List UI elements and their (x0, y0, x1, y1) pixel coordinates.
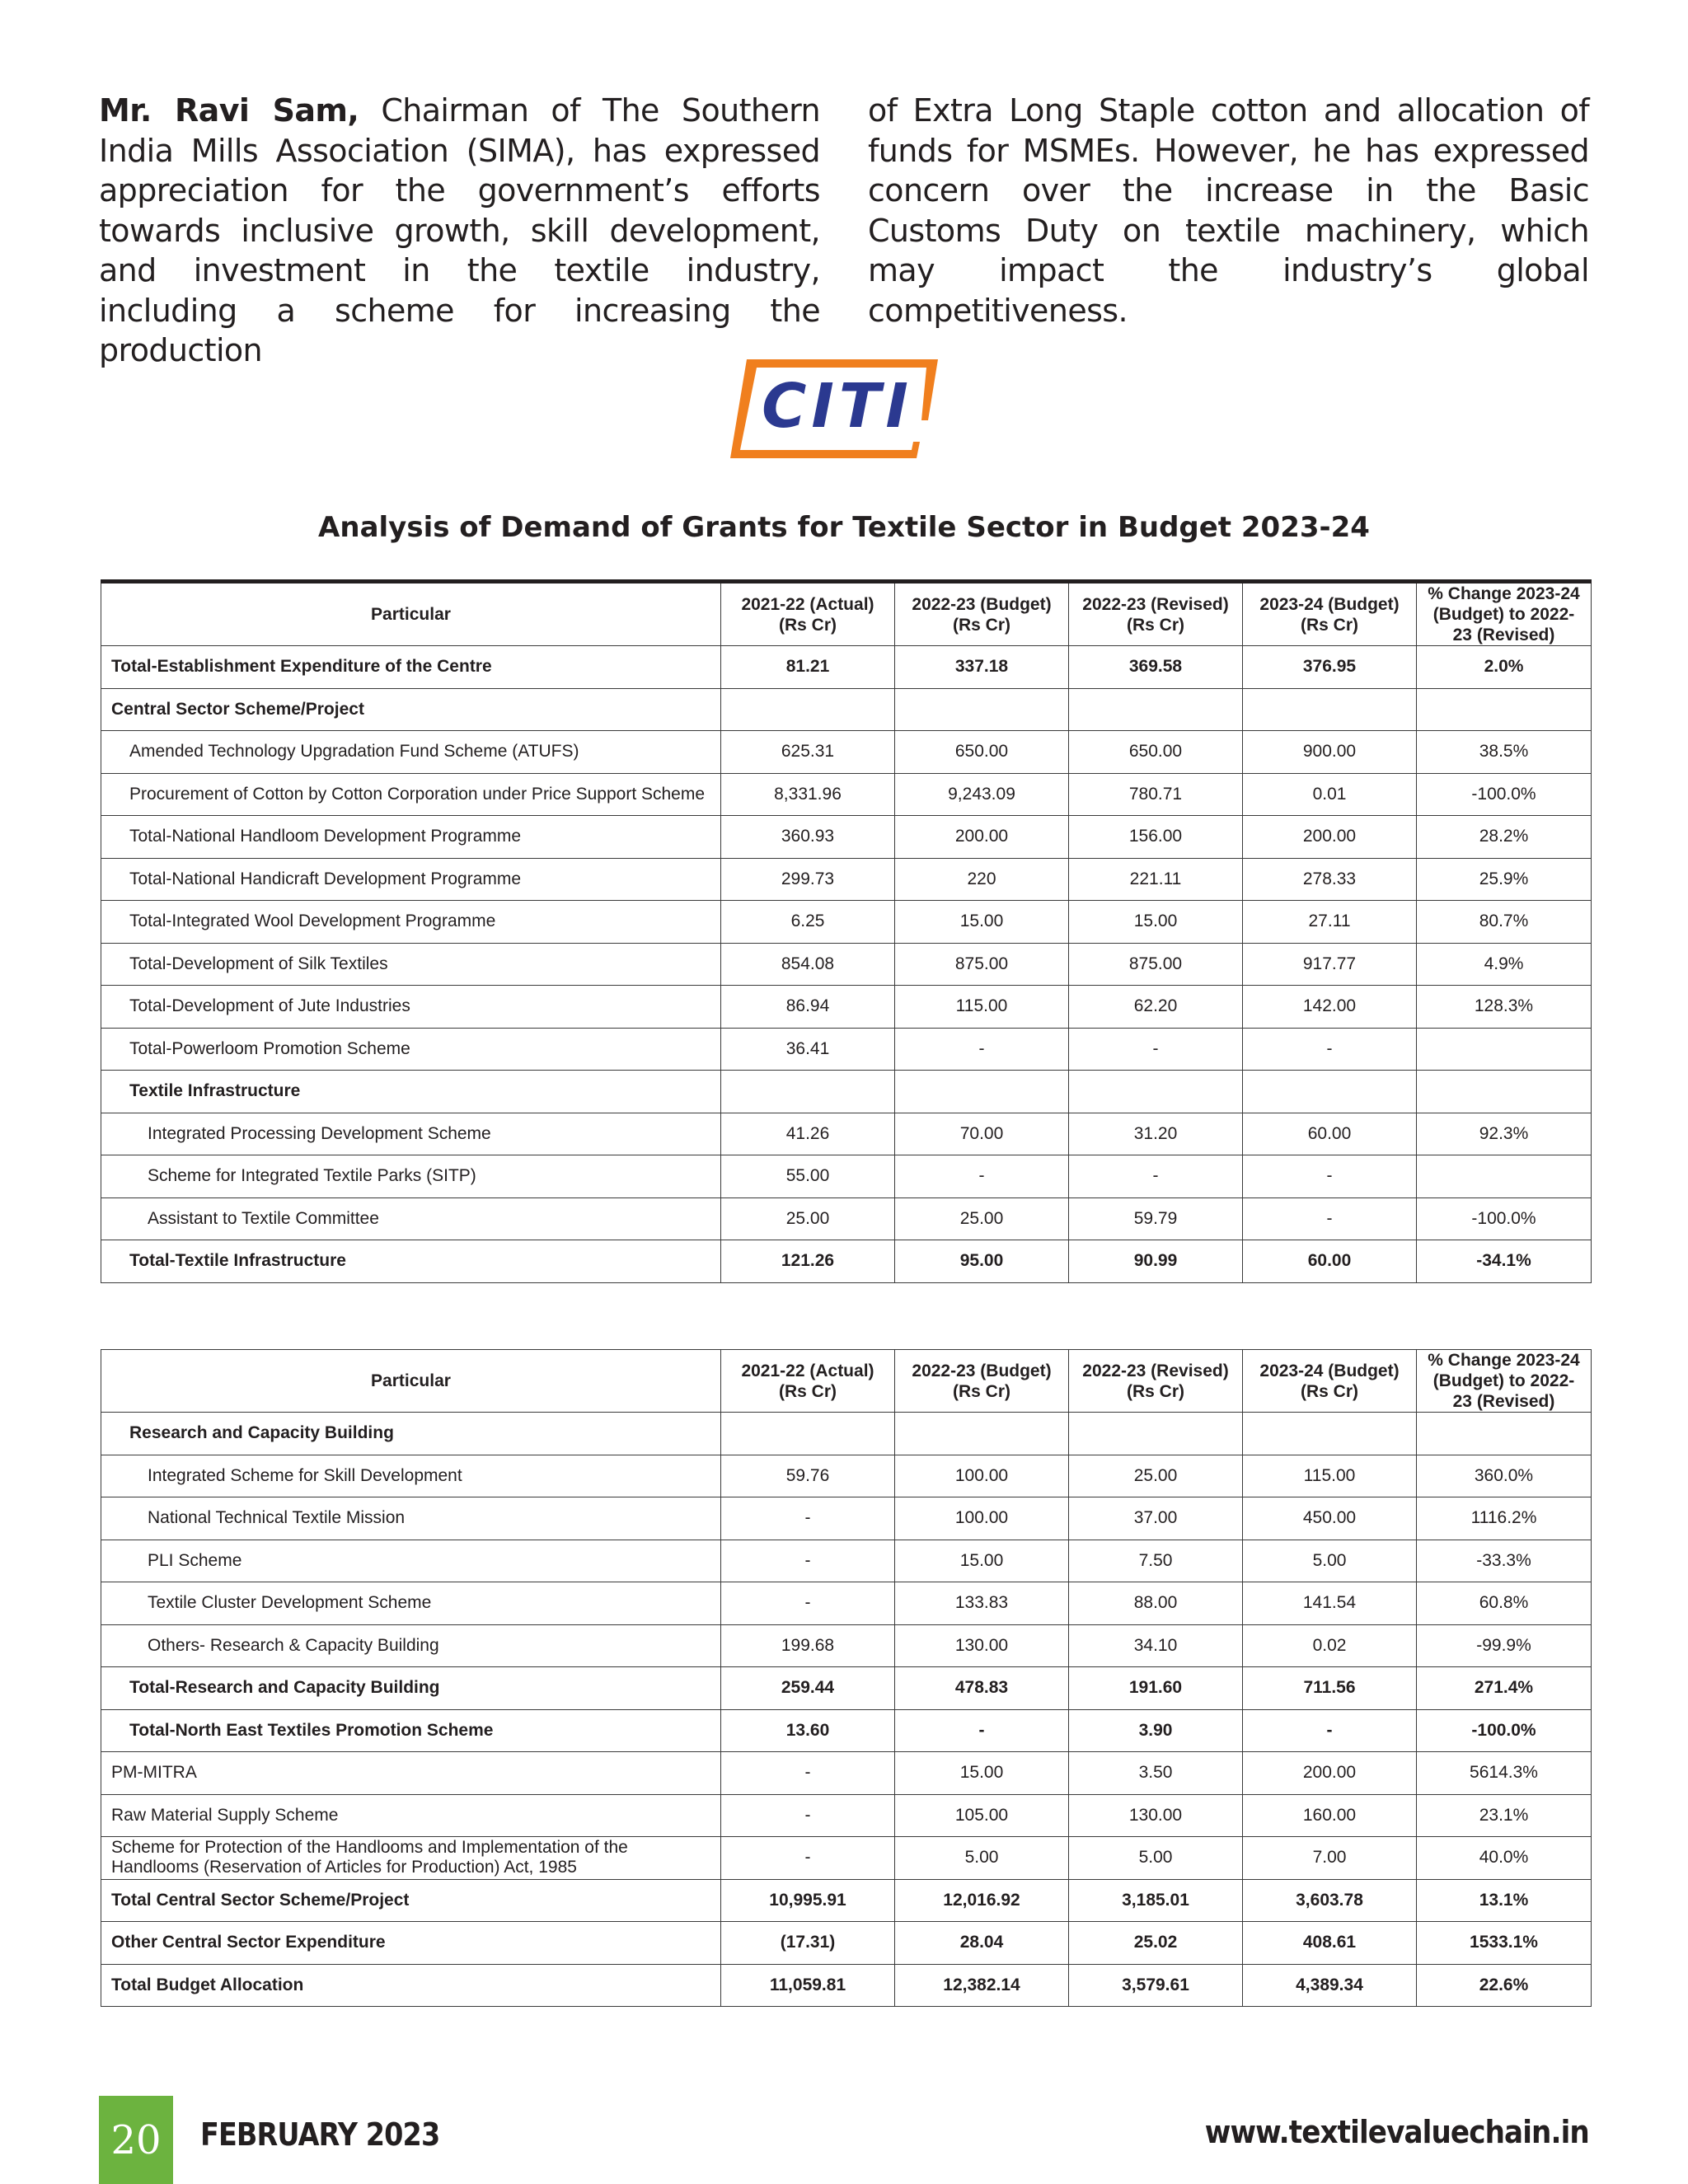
table-row (101, 1413, 1592, 1455)
row-label: Total-Integrated Wool Development Programme (101, 901, 721, 944)
cell-2021-22: 86.94 (721, 986, 895, 1029)
header-2022-23-budget: 2022-23 (Budget) (Rs Cr) (895, 1350, 1069, 1413)
cell-2021-22: - (721, 1794, 895, 1837)
header-percent-change: % Change 2023-24 (Budget) to 2022-23 (Revised) (1417, 582, 1592, 646)
row-label: Total-Powerloom Promotion Scheme (101, 1028, 721, 1071)
cell-percent-change (1417, 1413, 1592, 1455)
table-row (101, 1540, 1592, 1582)
table-row (101, 1155, 1592, 1198)
header-2021-22-actual: 2021-22 (Actual) (Rs Cr) (721, 582, 895, 646)
grants-table-1 (101, 579, 1592, 1283)
cell-2022-23-revised: 5.00 (1069, 1837, 1243, 1880)
cell-2023-24-budget: 115.00 (1243, 1455, 1417, 1497)
cell-2021-22 (721, 1071, 895, 1113)
row-label: National Technical Textile Mission (101, 1497, 721, 1540)
cell-2021-22: 625.31 (721, 731, 895, 774)
citi-logo-text: CITI (762, 371, 913, 442)
cell-2022-23-budget: 105.00 (895, 1794, 1069, 1837)
cell-percent-change: 360.0% (1417, 1455, 1592, 1497)
table-row (101, 731, 1592, 774)
cell-2023-24-budget: 142.00 (1243, 986, 1417, 1029)
cell-2022-23-revised: 221.11 (1069, 858, 1243, 901)
header-2023-24-budget: 2023-24 (Budget) (Rs Cr) (1243, 582, 1417, 646)
table-row (101, 1113, 1592, 1155)
row-label: PM-MITRA (101, 1752, 721, 1795)
cell-percent-change: 38.5% (1417, 731, 1592, 774)
cell-2022-23-budget: 12,016.92 (895, 1879, 1069, 1922)
table-row (101, 1497, 1592, 1540)
table-row (101, 1837, 1592, 1880)
table-row (101, 1582, 1592, 1625)
cell-2023-24-budget: 278.33 (1243, 858, 1417, 901)
cell-percent-change: 28.2% (1417, 816, 1592, 859)
issue-date: FEBRUARY 2023 (200, 2116, 440, 2153)
cell-2023-24-budget (1243, 1071, 1417, 1113)
cell-2021-22: 59.76 (721, 1455, 895, 1497)
row-label: Integrated Scheme for Skill Development (101, 1455, 721, 1497)
cell-2023-24-budget: 160.00 (1243, 1794, 1417, 1837)
cell-percent-change: 5614.3% (1417, 1752, 1592, 1795)
cell-2023-24-budget (1243, 1413, 1417, 1455)
page-number: 20 (99, 2096, 173, 2184)
table-row (101, 1964, 1592, 2007)
cell-percent-change: 1116.2% (1417, 1497, 1592, 1540)
cell-percent-change: -34.1% (1417, 1240, 1592, 1283)
cell-2021-22 (721, 1413, 895, 1455)
cell-2021-22: 36.41 (721, 1028, 895, 1071)
cell-percent-change (1417, 1028, 1592, 1071)
header-2021-22-actual: 2021-22 (Actual) (Rs Cr) (721, 1350, 895, 1413)
table-row (101, 1879, 1592, 1922)
row-label: Total-Textile Infrastructure (101, 1240, 721, 1283)
table-title: Analysis of Demand of Grants for Textile Sector in Budget 2023-24 (318, 511, 1370, 544)
cell-2023-24-budget: 141.54 (1243, 1582, 1417, 1625)
row-label: Central Sector Scheme/Project (101, 688, 721, 731)
cell-2023-24-budget: 711.56 (1243, 1667, 1417, 1710)
table-row (101, 986, 1592, 1029)
table-row (101, 1667, 1592, 1710)
table-row (101, 773, 1592, 816)
cell-2022-23-revised: 3,185.01 (1069, 1879, 1243, 1922)
cell-2023-24-budget: 60.00 (1243, 1113, 1417, 1155)
table-row (101, 901, 1592, 944)
row-label: Total-Establishment Expenditure of the Centre (101, 646, 721, 689)
cell-2022-23-revised: 3.50 (1069, 1752, 1243, 1795)
cell-2022-23-revised: 25.02 (1069, 1922, 1243, 1965)
cell-percent-change: 60.8% (1417, 1582, 1592, 1625)
row-label: Total-Development of Jute Industries (101, 986, 721, 1029)
cell-2022-23-revised: - (1069, 1028, 1243, 1071)
header-particular: Particular (101, 1350, 721, 1413)
cell-2022-23-revised: 31.20 (1069, 1113, 1243, 1155)
grants-table-2 (101, 1349, 1592, 2007)
cell-percent-change: -100.0% (1417, 1709, 1592, 1752)
cell-2022-23-budget: 200.00 (895, 816, 1069, 859)
row-label: Amended Technology Upgradation Fund Scheme (ATUFS) (101, 731, 721, 774)
cell-2022-23-revised: - (1069, 1155, 1243, 1198)
cell-2022-23-revised: 37.00 (1069, 1497, 1243, 1540)
cell-2021-22: 13.60 (721, 1709, 895, 1752)
cell-2021-22: 6.25 (721, 901, 895, 944)
cell-2023-24-budget: 3,603.78 (1243, 1879, 1417, 1922)
cell-2022-23-budget: 95.00 (895, 1240, 1069, 1283)
cell-2021-22: 25.00 (721, 1197, 895, 1240)
cell-2023-24-budget (1243, 688, 1417, 731)
row-label: Integrated Processing Development Scheme (101, 1113, 721, 1155)
cell-2021-22: 299.73 (721, 858, 895, 901)
cell-2023-24-budget: 200.00 (1243, 1752, 1417, 1795)
cell-percent-change: 22.6% (1417, 1964, 1592, 2007)
row-label: Total-North East Textiles Promotion Scheme (101, 1709, 721, 1752)
cell-2022-23-budget (895, 1413, 1069, 1455)
cell-2022-23-revised: 34.10 (1069, 1624, 1243, 1667)
cell-2022-23-budget: - (895, 1155, 1069, 1198)
cell-2022-23-revised: 90.99 (1069, 1240, 1243, 1283)
cell-percent-change (1417, 1155, 1592, 1198)
cell-2021-22: 259.44 (721, 1667, 895, 1710)
cell-2022-23-revised: 156.00 (1069, 816, 1243, 859)
cell-2021-22: - (721, 1497, 895, 1540)
row-label: Textile Cluster Development Scheme (101, 1582, 721, 1625)
table-row (101, 1455, 1592, 1497)
table-row (101, 1028, 1592, 1071)
cell-2021-22: 199.68 (721, 1624, 895, 1667)
cell-2022-23-budget: 650.00 (895, 731, 1069, 774)
cell-2021-22: 8,331.96 (721, 773, 895, 816)
citi-logo (715, 354, 946, 463)
cell-2022-23-revised: 369.58 (1069, 646, 1243, 689)
cell-2022-23-budget: 133.83 (895, 1582, 1069, 1625)
table-row (101, 1197, 1592, 1240)
row-label: Procurement of Cotton by Cotton Corporation under Price Support Scheme (101, 773, 721, 816)
cell-percent-change: 13.1% (1417, 1879, 1592, 1922)
cell-2023-24-budget: - (1243, 1197, 1417, 1240)
table-row (101, 858, 1592, 901)
row-label: Total Budget Allocation (101, 1964, 721, 2007)
cell-2021-22: 854.08 (721, 943, 895, 986)
row-label: Total-Development of Silk Textiles (101, 943, 721, 986)
table-row (101, 943, 1592, 986)
cell-percent-change: -100.0% (1417, 1197, 1592, 1240)
cell-2022-23-budget: 15.00 (895, 901, 1069, 944)
cell-2022-23-budget: 100.00 (895, 1455, 1069, 1497)
cell-2023-24-budget: 0.01 (1243, 773, 1417, 816)
cell-2022-23-budget: - (895, 1709, 1069, 1752)
cell-2022-23-budget (895, 688, 1069, 731)
table-row (101, 1240, 1592, 1283)
cell-2022-23-revised: 3.90 (1069, 1709, 1243, 1752)
cell-2022-23-revised: 62.20 (1069, 986, 1243, 1029)
cell-percent-change: -99.9% (1417, 1624, 1592, 1667)
row-label: Assistant to Textile Committee (101, 1197, 721, 1240)
website-link[interactable]: www.textilevaluechain.in (1204, 2114, 1589, 2150)
cell-2022-23-budget: 100.00 (895, 1497, 1069, 1540)
cell-2022-23-revised (1069, 1071, 1243, 1113)
cell-percent-change: -33.3% (1417, 1540, 1592, 1582)
cell-2023-24-budget: 917.77 (1243, 943, 1417, 986)
table-row (101, 816, 1592, 859)
cell-2022-23-budget: 478.83 (895, 1667, 1069, 1710)
cell-percent-change: 92.3% (1417, 1113, 1592, 1155)
cell-percent-change: 128.3% (1417, 986, 1592, 1029)
cell-2023-24-budget: - (1243, 1155, 1417, 1198)
cell-2022-23-budget: 337.18 (895, 646, 1069, 689)
cell-2021-22: 11,059.81 (721, 1964, 895, 2007)
cell-2021-22 (721, 688, 895, 731)
article-paragraph-left (99, 91, 820, 371)
cell-2022-23-budget: 875.00 (895, 943, 1069, 986)
header-2022-23-budget: 2022-23 (Budget) (Rs Cr) (895, 582, 1069, 646)
cell-percent-change: 40.0% (1417, 1837, 1592, 1880)
cell-2022-23-revised (1069, 1413, 1243, 1455)
cell-percent-change (1417, 1071, 1592, 1113)
cell-2022-23-revised (1069, 688, 1243, 731)
speaker-name: Mr. Ravi Sam, (99, 92, 359, 129)
table-row (101, 1624, 1592, 1667)
cell-percent-change: 2.0% (1417, 646, 1592, 689)
cell-2021-22: (17.31) (721, 1922, 895, 1965)
cell-2021-22: - (721, 1582, 895, 1625)
header-particular: Particular (101, 582, 721, 646)
cell-2022-23-budget: 70.00 (895, 1113, 1069, 1155)
cell-2022-23-revised: 7.50 (1069, 1540, 1243, 1582)
article-text-left: Chairman of The Southern India Mills Association (SIMA), has expressed appreciation for the government’s efforts towards inclusive growth, skill development, and investment in the textile industry, including a scheme for increasing the production (99, 92, 820, 368)
cell-2022-23-revised: 780.71 (1069, 773, 1243, 816)
table-row (101, 1709, 1592, 1752)
row-label: Textile Infrastructure (101, 1071, 721, 1113)
cell-2021-22: - (721, 1540, 895, 1582)
cell-2022-23-revised: 25.00 (1069, 1455, 1243, 1497)
cell-2023-24-budget: 7.00 (1243, 1837, 1417, 1880)
cell-percent-change: -100.0% (1417, 773, 1592, 816)
header-2022-23-revised: 2022-23 (Revised) (Rs Cr) (1069, 582, 1243, 646)
cell-2022-23-budget: - (895, 1028, 1069, 1071)
cell-2022-23-budget: 12,382.14 (895, 1964, 1069, 2007)
table-row (101, 1922, 1592, 1965)
cell-2022-23-revised: 59.79 (1069, 1197, 1243, 1240)
table-row (101, 1752, 1592, 1795)
cell-2022-23-budget: 5.00 (895, 1837, 1069, 1880)
cell-2023-24-budget: 376.95 (1243, 646, 1417, 689)
cell-2022-23-revised: 191.60 (1069, 1667, 1243, 1710)
cell-2023-24-budget: 60.00 (1243, 1240, 1417, 1283)
cell-2021-22: 81.21 (721, 646, 895, 689)
row-label: Raw Material Supply Scheme (101, 1794, 721, 1837)
cell-2022-23-budget: 130.00 (895, 1624, 1069, 1667)
cell-2023-24-budget: - (1243, 1028, 1417, 1071)
table-row (101, 646, 1592, 689)
table-header-row (101, 582, 1592, 646)
row-label: Total-National Handicraft Development Programme (101, 858, 721, 901)
cell-percent-change: 1533.1% (1417, 1922, 1592, 1965)
row-label: Total Central Sector Scheme/Project (101, 1879, 721, 1922)
cell-2023-24-budget: 450.00 (1243, 1497, 1417, 1540)
cell-2021-22: 10,995.91 (721, 1879, 895, 1922)
row-label: Total-Research and Capacity Building (101, 1667, 721, 1710)
cell-2021-22: 121.26 (721, 1240, 895, 1283)
cell-2022-23-revised: 875.00 (1069, 943, 1243, 986)
cell-2021-22: 41.26 (721, 1113, 895, 1155)
cell-percent-change: 4.9% (1417, 943, 1592, 986)
table-row (101, 1071, 1592, 1113)
cell-2022-23-budget: 15.00 (895, 1752, 1069, 1795)
cell-2022-23-budget (895, 1071, 1069, 1113)
cell-percent-change: 25.9% (1417, 858, 1592, 901)
cell-2022-23-budget: 25.00 (895, 1197, 1069, 1240)
row-label: Research and Capacity Building (101, 1413, 721, 1455)
cell-2021-22: 55.00 (721, 1155, 895, 1198)
cell-2022-23-revised: 88.00 (1069, 1582, 1243, 1625)
cell-2023-24-budget: 5.00 (1243, 1540, 1417, 1582)
article-paragraph-right (868, 91, 1589, 330)
row-label: Total-National Handloom Development Programme (101, 816, 721, 859)
cell-2023-24-budget: 200.00 (1243, 816, 1417, 859)
cell-2022-23-budget: 28.04 (895, 1922, 1069, 1965)
cell-2022-23-budget: 220 (895, 858, 1069, 901)
row-label: PLI Scheme (101, 1540, 721, 1582)
cell-percent-change (1417, 688, 1592, 731)
cell-percent-change: 23.1% (1417, 1794, 1592, 1837)
cell-2022-23-revised: 3,579.61 (1069, 1964, 1243, 2007)
cell-2022-23-budget: 9,243.09 (895, 773, 1069, 816)
row-label: Others- Research & Capacity Building (101, 1624, 721, 1667)
cell-percent-change: 80.7% (1417, 901, 1592, 944)
article-text-right: of Extra Long Staple cotton and allocation of funds for MSMEs. However, he has expressed concern over the increase in the Basic Customs Duty on textile machinery, which may impact the industry’s global competitiveness. (868, 92, 1589, 329)
table-row (101, 688, 1592, 731)
row-label: Other Central Sector Expenditure (101, 1922, 721, 1965)
table-row (101, 1794, 1592, 1837)
table-header-row (101, 1350, 1592, 1413)
cell-2023-24-budget: - (1243, 1709, 1417, 1752)
cell-2022-23-budget: 15.00 (895, 1540, 1069, 1582)
cell-2022-23-revised: 650.00 (1069, 731, 1243, 774)
cell-2021-22: 360.93 (721, 816, 895, 859)
cell-percent-change: 271.4% (1417, 1667, 1592, 1710)
cell-2023-24-budget: 408.61 (1243, 1922, 1417, 1965)
header-percent-change: % Change 2023-24 (Budget) to 2022-23 (Revised) (1417, 1350, 1592, 1413)
cell-2021-22: - (721, 1752, 895, 1795)
cell-2023-24-budget: 4,389.34 (1243, 1964, 1417, 2007)
cell-2022-23-budget: 115.00 (895, 986, 1069, 1029)
header-2022-23-revised: 2022-23 (Revised) (Rs Cr) (1069, 1350, 1243, 1413)
header-2023-24-budget: 2023-24 (Budget) (Rs Cr) (1243, 1350, 1417, 1413)
cell-2021-22: - (721, 1837, 895, 1880)
cell-2022-23-revised: 130.00 (1069, 1794, 1243, 1837)
row-label: Scheme for Integrated Textile Parks (SITP) (101, 1155, 721, 1198)
cell-2023-24-budget: 900.00 (1243, 731, 1417, 774)
cell-2023-24-budget: 0.02 (1243, 1624, 1417, 1667)
row-label: Scheme for Protection of the Handlooms and Implementation of the Handlooms (Reservation of Articles for Production) Act, 1985 (101, 1837, 721, 1880)
cell-2022-23-revised: 15.00 (1069, 901, 1243, 944)
cell-2023-24-budget: 27.11 (1243, 901, 1417, 944)
